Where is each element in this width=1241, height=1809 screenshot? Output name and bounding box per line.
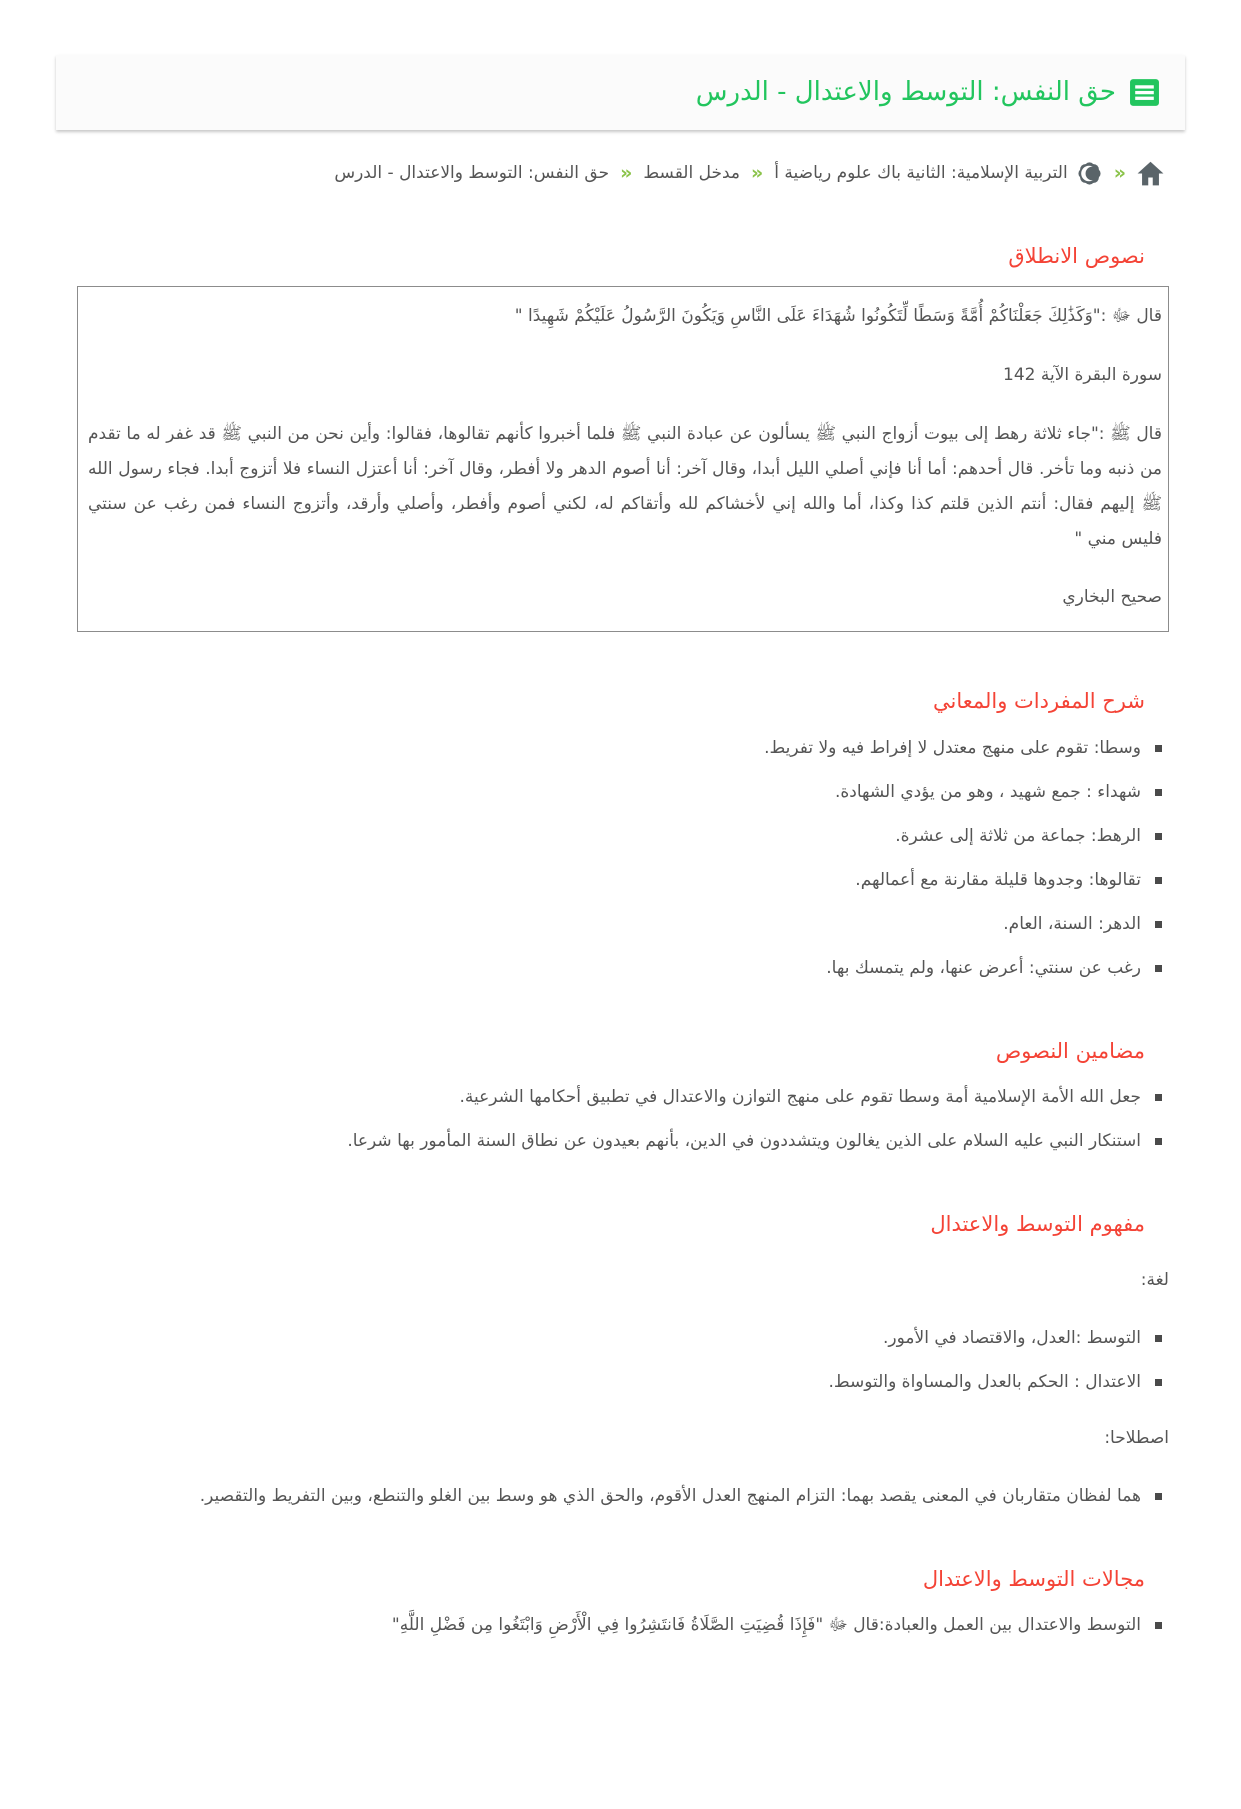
breadcrumb-separator: « xyxy=(620,162,633,185)
fields-heading: مجالات التوسط والاعتدال xyxy=(922,1566,1145,1591)
lesson-content xyxy=(77,243,1169,1639)
lesson-list-icon xyxy=(1129,77,1160,108)
breadcrumb-current-page: حق النفس: التوسط والاعتدال - الدرس xyxy=(334,162,610,183)
page-title: حق النفس: التوسط والاعتدال - الدرس xyxy=(695,76,1116,107)
lingual-list xyxy=(77,1324,1169,1396)
hadith-reference: صحيح البخاري xyxy=(1062,587,1162,608)
list-item: رغب عن سنتي: أعرض عنها، ولم يتمسك بها. xyxy=(77,954,1163,982)
breadcrumb-unit-link[interactable]: مدخل القسط xyxy=(643,162,741,183)
list-item: وسطا: تقوم على منهج معتدل لا إفراط فيه ولا تفريط. xyxy=(77,734,1163,762)
concept-heading: مفهوم التوسط والاعتدال xyxy=(930,1212,1145,1237)
intro-texts-heading: نصوص الانطلاق xyxy=(1008,244,1145,268)
fields-list xyxy=(77,1611,1169,1639)
breadcrumb-separator: « xyxy=(751,162,764,185)
crescent-icon xyxy=(1076,160,1103,187)
list-item: جعل الله الأمة الإسلامية أمة وسطا تقوم على منهج التوازن والاعتدال في تطبيق أحكامها الشرعية. xyxy=(77,1083,1163,1111)
terminological-list xyxy=(77,1482,1169,1510)
list-item: تقالوها: وجدوها قليلة مقارنة مع أعمالهم. xyxy=(77,866,1163,894)
breadcrumb-subject-label: التربية الإسلامية: الثانية باك علوم رياضية أ xyxy=(774,162,1068,183)
breadcrumb-separator: « xyxy=(1113,162,1126,185)
page-header-bar xyxy=(56,55,1185,130)
breadcrumb xyxy=(72,160,1164,187)
source-texts-box xyxy=(77,286,1169,632)
list-item: استنكار النبي عليه السلام على الذين يغالون ويتشددون في الدين، بأنهم بعيدون عن نطاق السنة المأمور بها شرعا. xyxy=(77,1127,1163,1155)
quran-verse-reference: سورة البقرة الآية 142 xyxy=(1003,365,1162,386)
meanings-list xyxy=(77,1083,1169,1155)
list-item: الدهر: السنة، العام. xyxy=(77,910,1163,938)
breadcrumb-home-link[interactable] xyxy=(1137,161,1164,186)
quran-verse: قال ﷻ :"وَكَذَٰلِكَ جَعَلْنَاكُمْ أُمَّةً وَسَطًا لِّتَكُونُوا شُهَدَاءَ عَلَى النَّاسِ وَيَكُونَ الرَّسُولُ عَلَيْكُمْ شَهِيدًا " xyxy=(514,306,1162,327)
list-item: التوسط والاعتدال بين العمل والعبادة:قال ﷻ "فَإِذَا قُضِيَتِ الصَّلَاةُ فَانتَشِرُوا فِي الْأَرْضِ وَابْتَغُوا مِن فَضْلِ اللَّهِ" xyxy=(77,1611,1163,1639)
list-item: الرهط: جماعة من ثلاثة إلى عشرة. xyxy=(77,822,1163,850)
breadcrumb-subject-link[interactable] xyxy=(774,160,1102,187)
lingual-label: لغة: xyxy=(1140,1270,1169,1291)
vocab-list xyxy=(77,734,1169,982)
list-item: الاعتدال : الحكم بالعدل والمساواة والتوسط. xyxy=(77,1368,1163,1396)
home-icon xyxy=(1137,161,1164,186)
list-item: شهداء : جمع شهيد ، وهو من يؤدي الشهادة. xyxy=(77,778,1163,806)
meanings-heading: مضامين النصوص xyxy=(995,1038,1145,1063)
vocab-heading: شرح المفردات والمعاني xyxy=(932,689,1145,714)
list-item: هما لفظان متقاربان في المعنى يقصد بهما: التزام المنهج العدل الأقوم، والحق الذي هو وسط بين الغلو والتنطع، وبين التفريط والتقصير. xyxy=(77,1482,1163,1510)
list-item: التوسط :العدل، والاقتصاد في الأمور. xyxy=(77,1324,1163,1352)
hadith-text: قال ﷺ :"جاء ثلاثة رهط إلى بيوت أزواج النبي ﷺ يسألون عن عبادة النبي ﷺ فلما أخبروا كأنهم تقالوها، فقالوا: وأين نحن من النبي ﷺ قد غفر له ما تقدم من ذنبه وما تأخر. قال أحدهم: أما أنا فإني أصلي الليل أبدا، وقال آخر: أنا أصوم الدهر ولا أفطر، وقال آخر: أنا أعتزل النساء فلا أتزوج أبدا. فجاء رسول الله ﷺ إليهم فقال: أنتم الذين قلتم كذا وكذا، أما والله إني لأخشاكم لله وأتقاكم له، لكني أصوم وأفطر، وأصلي وأرقد، وأتزوج النساء فمن رغب عن سنتي فليس مني " xyxy=(88,423,1162,549)
terminological-label: اصطلاحا: xyxy=(1104,1428,1169,1449)
